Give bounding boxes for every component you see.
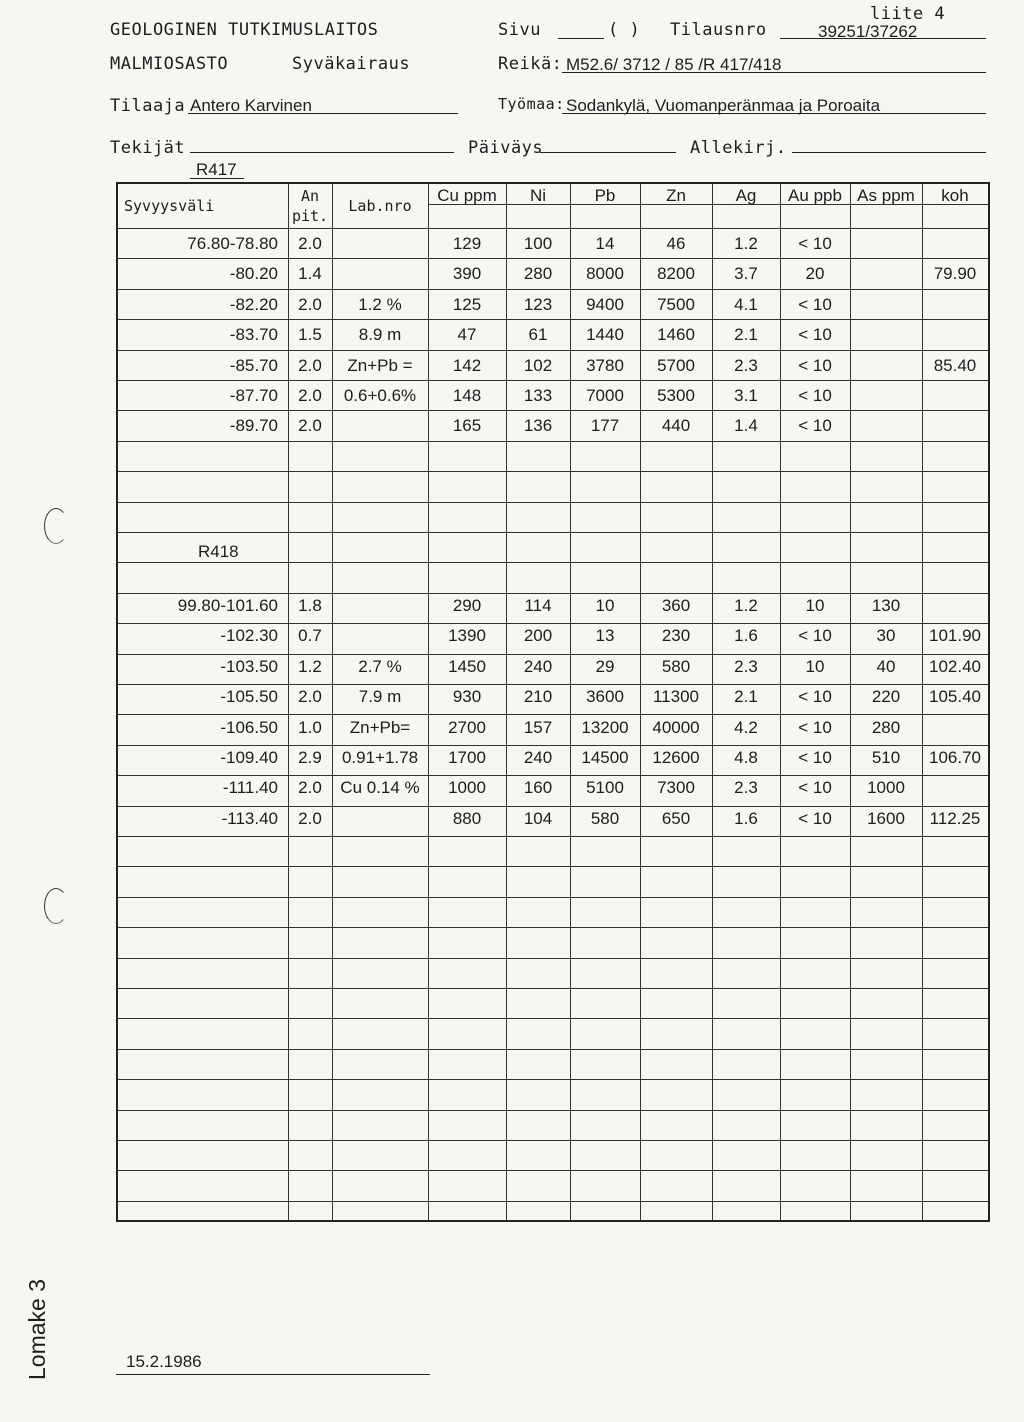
cell-pb: 10	[595, 596, 615, 615]
cell-au: < 10	[798, 748, 832, 767]
cell-ni: 280	[523, 264, 553, 284]
row-divider	[118, 319, 988, 320]
tilausnro-label: Tilausnro	[670, 20, 767, 40]
tilaaja-label: Tilaaja	[110, 96, 186, 116]
cell-ni: 102	[523, 355, 553, 375]
punch-hole-icon	[44, 508, 68, 544]
cell-depth: -83.70	[229, 325, 278, 345]
paivays-line	[540, 152, 676, 153]
row-divider	[118, 1018, 988, 1019]
cell-zn: 46	[666, 234, 686, 253]
reika-label: Reikä:	[498, 54, 563, 74]
cell-au: < 10	[798, 325, 832, 345]
cell-koh: 79.90	[933, 264, 977, 284]
tekijat-label: Tekijät	[110, 138, 186, 158]
cell-lab: 8.9 m	[358, 325, 402, 345]
cell-an: 2.0	[298, 416, 322, 436]
cell-an: 2.9	[298, 748, 322, 767]
cell-depth: -102.30	[220, 626, 278, 646]
cell-depth: -105.50	[220, 687, 278, 707]
cell-ag: 3.1	[734, 386, 758, 405]
cell-ni: 210	[523, 687, 553, 707]
cell-lab: Cu 0.14 %	[340, 778, 420, 798]
tyomaa-value: Sodankylä, Vuomanperänmaa ja Poroaita	[566, 96, 881, 115]
cell-an: 2.0	[298, 294, 322, 314]
cell-au: < 10	[798, 416, 832, 436]
cell-cu: 1390	[448, 626, 486, 646]
cell-cu: 142	[452, 355, 482, 375]
cell-ni: 100	[523, 234, 553, 253]
cell-zn: 580	[661, 656, 691, 676]
cell-ni: 136	[523, 416, 553, 436]
cell-cu: 930	[452, 687, 482, 707]
form-name: Lomake 3	[24, 1278, 50, 1380]
reika-value: M52.6/ 3712 / 85 /R 417/418	[566, 55, 782, 74]
row-divider	[118, 958, 988, 959]
row-divider	[118, 593, 988, 594]
cell-cu: 1000	[448, 778, 486, 798]
cell-zn: 12600	[652, 748, 700, 767]
cell-koh: 85.40	[933, 355, 977, 375]
cell-as: 30	[876, 626, 896, 646]
cell-pb: 8000	[586, 264, 624, 284]
cell-zn: 440	[661, 416, 691, 436]
row-divider	[118, 927, 988, 928]
cell-ni: 157	[523, 717, 553, 737]
tilaaja-value: Antero Karvinen	[190, 96, 312, 115]
cell-depth: -109.40	[220, 748, 278, 767]
row-divider	[118, 502, 988, 503]
cell-an: 1.2	[298, 656, 322, 676]
row-divider	[118, 1079, 988, 1080]
cell-cu: 1450	[448, 656, 486, 676]
cell-cu: 2700	[448, 717, 486, 737]
row-divider	[118, 1201, 988, 1202]
col-header-ag: Ag	[735, 186, 757, 205]
col-header-depth: Syvyysväli	[124, 197, 215, 215]
cell-zn: 230	[661, 626, 691, 646]
appendix-label: liite 4	[870, 4, 946, 24]
cell-an: 2.0	[298, 808, 322, 828]
cell-an: 0.7	[298, 626, 322, 646]
cell-an: 1.5	[298, 325, 322, 345]
cell-an: 2.0	[298, 234, 322, 253]
row-divider	[118, 228, 988, 229]
allekirj-label: Allekirj.	[690, 138, 787, 158]
tilausnro-value: 39251/37262	[818, 22, 918, 41]
row-divider	[118, 1110, 988, 1111]
row-divider	[118, 623, 988, 624]
cell-au: < 10	[798, 808, 832, 828]
cell-pb: 14500	[581, 748, 629, 767]
cell-zn: 40000	[652, 717, 700, 737]
col-header-zn: Zn	[666, 186, 686, 205]
section-r417-label: R417	[196, 160, 237, 179]
cell-zn: 360	[661, 596, 691, 615]
cell-ni: 104	[523, 808, 553, 828]
cell-zn: 5700	[657, 355, 695, 375]
cell-an: 2.0	[298, 778, 322, 798]
cell-ag: 3.7	[734, 264, 758, 284]
row-divider	[118, 775, 988, 776]
row-divider	[118, 258, 988, 259]
cell-pb: 13	[595, 626, 615, 646]
cell-an: 2.0	[298, 355, 322, 375]
cell-au: < 10	[798, 626, 832, 646]
cell-au: 10	[805, 656, 825, 676]
cell-depth: -85.70	[229, 355, 278, 375]
cell-pb: 14	[595, 234, 615, 253]
cell-zn: 7500	[657, 294, 695, 314]
cell-koh: 106.70	[929, 748, 981, 767]
cell-lab: 7.9 m	[358, 687, 402, 707]
cell-ag: 2.3	[734, 778, 758, 798]
row-divider	[118, 350, 988, 351]
cell-lab: 2.7 %	[358, 656, 402, 676]
cell-koh: 112.25	[929, 808, 981, 828]
row-divider	[118, 836, 988, 837]
cell-pb: 13200	[581, 717, 629, 737]
tyomaa-line	[562, 113, 986, 114]
cell-ag: 4.2	[734, 717, 758, 737]
tilaaja-line	[188, 113, 458, 114]
row-divider	[118, 684, 988, 685]
cell-cu: 290	[452, 596, 482, 615]
cell-as: 510	[871, 748, 901, 767]
cell-cu: 390	[452, 264, 482, 284]
col-header-koh: koh	[941, 186, 969, 205]
allekirj-line	[792, 152, 986, 153]
row-divider	[118, 1170, 988, 1171]
row-divider	[118, 380, 988, 381]
cell-cu: 129	[452, 234, 482, 253]
cell-pb: 9400	[586, 294, 624, 314]
cell-cu: 165	[452, 416, 482, 436]
cell-pb: 177	[590, 416, 620, 436]
cell-ni: 240	[523, 748, 553, 767]
cell-as: 130	[871, 596, 901, 615]
section-r417-underline	[190, 178, 244, 179]
cell-ni: 133	[523, 386, 553, 405]
cell-au: < 10	[798, 386, 832, 405]
cell-koh: 102.40	[929, 656, 981, 676]
drilling-type: Syväkairaus	[292, 54, 411, 74]
cell-ag: 4.8	[734, 748, 758, 767]
cell-ni: 114	[524, 596, 552, 615]
cell-lab: 1.2 %	[358, 294, 402, 314]
row-divider	[118, 532, 988, 533]
cell-ni: 61	[528, 325, 548, 345]
row-divider	[118, 806, 988, 807]
tilausnro-line	[780, 38, 986, 39]
cell-ag: 2.1	[734, 325, 758, 345]
col-header-as: As ppm	[857, 186, 915, 205]
row-divider	[118, 289, 988, 290]
cell-au: 10	[805, 596, 825, 615]
cell-an: 2.0	[298, 687, 322, 707]
row-divider	[118, 988, 988, 989]
cell-cu: 125	[452, 294, 482, 314]
col-header-labnro: Lab.nro	[348, 197, 412, 215]
row-divider	[118, 714, 988, 715]
cell-pb: 3780	[586, 355, 624, 375]
cell-an: 2.0	[298, 386, 322, 405]
cell-pb: 580	[590, 808, 620, 828]
cell-pb: 3600	[586, 687, 624, 707]
cell-ni: 160	[523, 778, 553, 798]
cell-pb: 1440	[586, 325, 624, 345]
row-divider	[118, 1049, 988, 1050]
cell-ni: 123	[523, 294, 553, 314]
cell-zn: 7300	[657, 778, 695, 798]
reika-line	[562, 72, 986, 73]
section-r418-label: R418	[198, 542, 239, 561]
cell-lab: 0.91+1.78	[341, 748, 419, 767]
cell-au: < 10	[798, 778, 832, 798]
cell-depth: -80.20	[229, 264, 278, 284]
row-divider	[118, 410, 988, 411]
cell-as: 220	[871, 687, 901, 707]
cell-ag: 1.2	[734, 234, 758, 253]
cell-lab: Zn+Pb=	[349, 717, 411, 737]
cell-au: < 10	[798, 294, 832, 314]
cell-zn: 650	[661, 808, 691, 828]
analysis-table	[116, 182, 990, 1222]
cell-ni: 200	[523, 626, 553, 646]
cell-depth: 99.80-101.60	[177, 596, 278, 615]
row-divider	[118, 471, 988, 472]
cell-zn: 5300	[657, 386, 695, 405]
col-header-pit: pit.	[291, 207, 329, 225]
row-divider	[118, 866, 988, 867]
sivu-line	[558, 38, 604, 39]
row-divider	[118, 1140, 988, 1141]
cell-ag: 4.1	[734, 294, 758, 314]
institute-name: GEOLOGINEN TUTKIMUSLAITOS	[110, 20, 379, 40]
cell-cu: 1700	[448, 748, 486, 767]
cell-ag: 2.3	[734, 656, 758, 676]
cell-depth: -87.70	[229, 386, 278, 405]
cell-koh: 101.90	[929, 626, 981, 646]
cell-au: < 10	[798, 234, 832, 253]
cell-pb: 7000	[586, 386, 624, 405]
cell-ag: 1.4	[734, 416, 758, 436]
cell-pb: 29	[595, 656, 615, 676]
cell-an: 1.0	[298, 717, 322, 737]
cell-as: 280	[871, 717, 901, 737]
cell-pb: 5100	[586, 778, 624, 798]
cell-cu: 47	[457, 325, 477, 345]
cell-cu: 880	[452, 808, 482, 828]
cell-cu: 148	[452, 386, 482, 405]
cell-ag: 1.2	[734, 596, 758, 615]
cell-depth: -103.50	[220, 656, 278, 676]
row-divider	[118, 441, 988, 442]
cell-au: < 10	[798, 355, 832, 375]
row-divider	[118, 745, 988, 746]
cell-as: 40	[876, 656, 896, 676]
cell-depth: -106.50	[220, 717, 278, 737]
cell-an: 1.8	[298, 596, 322, 615]
cell-ag: 2.3	[734, 355, 758, 375]
cell-koh: 105.40	[929, 687, 981, 707]
cell-depth: -82.20	[229, 294, 278, 314]
cell-zn: 8200	[657, 264, 695, 284]
cell-ag: 2.1	[734, 687, 758, 707]
cell-zn: 11300	[652, 687, 699, 707]
col-header-ni: Ni	[529, 186, 547, 205]
cell-ni: 240	[523, 656, 553, 676]
sivu-label: Sivu	[498, 20, 541, 40]
cell-au: < 10	[798, 687, 832, 707]
cell-as: 1600	[867, 808, 905, 828]
cell-as: 1000	[867, 778, 905, 798]
tyomaa-label: Työmaa:	[498, 95, 565, 113]
cell-au: 20	[805, 264, 825, 284]
cell-au: < 10	[798, 717, 832, 737]
cell-zn: 1460	[657, 325, 695, 345]
row-divider	[118, 654, 988, 655]
cell-depth: -113.40	[221, 808, 278, 828]
col-header-au: Au ppb	[788, 186, 842, 205]
tekijat-line	[190, 152, 454, 153]
row-divider	[118, 562, 988, 563]
col-header-cu: Cu ppm	[437, 186, 497, 205]
col-header-pb: Pb	[594, 186, 616, 205]
cell-an: 1.4	[298, 264, 322, 284]
cell-lab: 0.6+0.6%	[343, 386, 417, 405]
cell-depth: 76.80-78.80	[187, 234, 278, 253]
cell-ag: 1.6	[734, 808, 758, 828]
row-divider	[118, 897, 988, 898]
cell-lab: Zn+Pb =	[347, 355, 413, 375]
department-name: MALMIOSASTO	[110, 54, 229, 74]
footer-date: 15.2.1986	[126, 1352, 202, 1371]
footer-date-line	[116, 1374, 430, 1375]
cell-ag: 1.6	[734, 626, 758, 646]
sivu-paren: ( )	[608, 20, 641, 40]
punch-hole-icon	[44, 888, 68, 924]
cell-depth: -111.40	[222, 778, 278, 798]
paivays-label: Päiväys	[468, 138, 544, 158]
cell-depth: -89.70	[229, 416, 278, 436]
col-header-an: An	[300, 187, 320, 205]
